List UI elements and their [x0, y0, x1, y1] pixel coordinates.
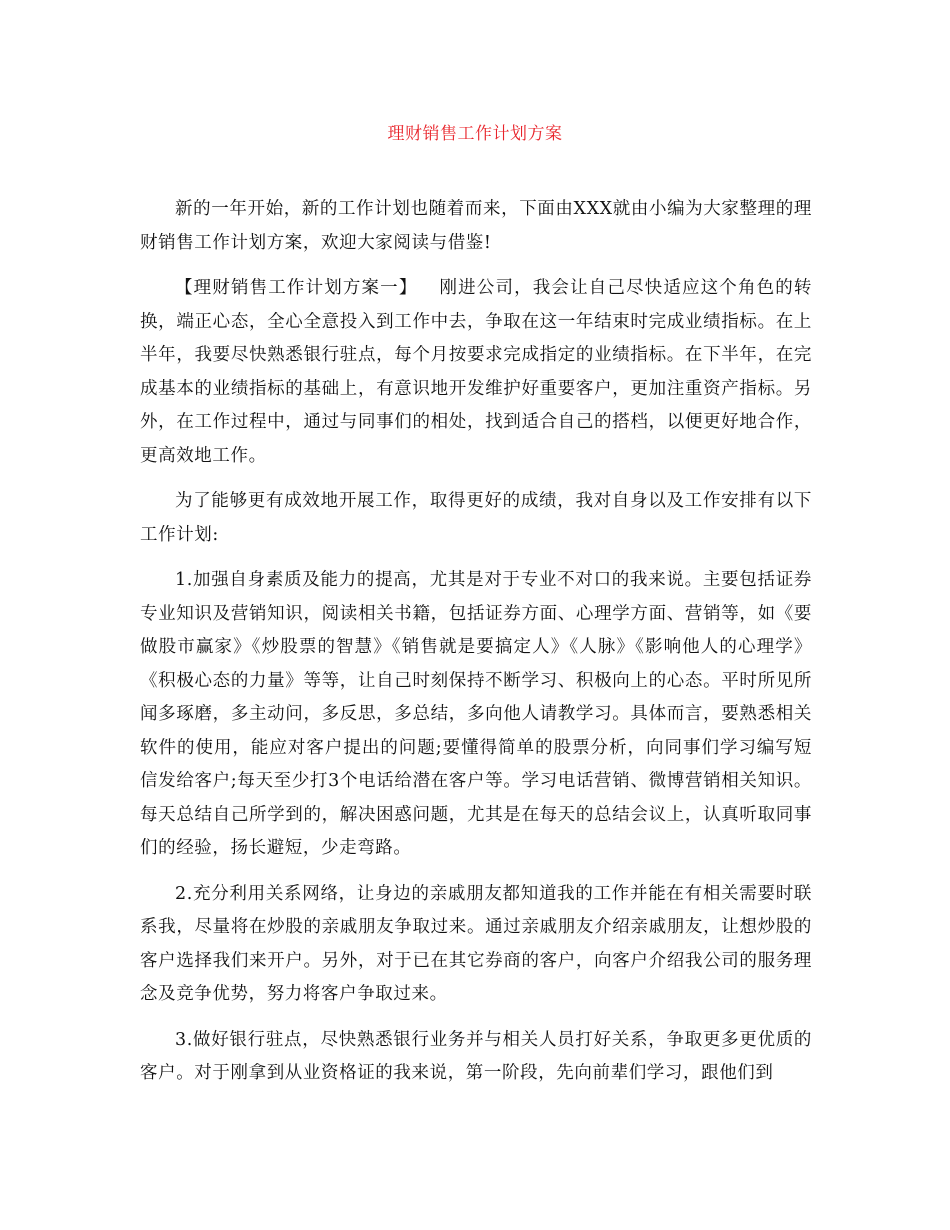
document-body: [140, 193, 812, 1103]
document-title: 理财销售工作计划方案: [387, 124, 563, 144]
plan-one-text: 刚进公司，我会让自己尽快适应这个角色的转换，端正心态，全心全意投入到工作中去，争取在这一年结束时完成业绩指标。在上半年，我要尽快熟悉银行驻点，每个月按要求完成指定的业绩指标。在下半年，在完成基本的业绩指标的基础上，有意识地开发维护好重要客户，更加注重资产指标。另外，在工作过程中，通过与同事们的相处，找到适合自己的搭档，以便更好地合作，更高效地工作。: [140, 278, 813, 466]
plan-item-1: 1.加强自身素质及能力的提高，尤其是对于专业不对口的我来说。主要包括证券专业知识及营销知识，阅读相关书籍，包括证券方面、心理学方面、营销等，如《要做股市赢家》《炒股票的智慧》《销售就是要搞定人》《人脉》《影响他人的心理学》《积极心态的力量》等等，让自己时刻保持不断学习、积极向上的心态。平时所见所闻多琢磨，多主动问，多反思，多总结，多向他人请教学习。具体而言，要熟悉相关软件的使用，能应对客户提出的问题;要懂得简单的股票分析，向同事们学习编写短信发给客户;每天至少打3个电话给潜在客户等。学习电话营销、微博营销相关知识。每天总结自己所学到的，解决困惑问题，尤其是在每天的总结会议上，认真听取同事们的经验，扬长避短，少走弯路。: [140, 570, 812, 858]
plan-item-2: 2.充分利用关系网络，让身边的亲戚朋友都知道我的工作并能在有相关需要时联系我，尽量将在炒股的亲戚朋友争取过来。通过亲戚朋友介绍亲戚朋友，让想炒股的客户选择我们来开户。另外，对于已在其它券商的客户，向客户介绍我公司的服务理念及竞争优势，努力将客户争取过来。: [140, 883, 812, 1004]
goal-paragraph: 为了能够更有成效地开展工作，取得更好的成绩，我对自身以及工作安排有以下工作计划:: [140, 491, 812, 545]
plan-item-3: 3.做好银行驻点，尽快熟悉银行业务并与相关人员打好关系，争取更多更优质的客户。对于刚拿到从业资格证的我来说，第一阶段，先向前辈们学习，跟他们到: [140, 1029, 812, 1083]
plan-one-paragraph: [140, 272, 812, 473]
intro-paragraph: 新的一年开始，新的工作计划也随着而来，下面由XXX就由小编为大家整理的理财销售工作计划方案，欢迎大家阅读与借鉴!: [140, 199, 812, 253]
plan-one-heading: 【理财销售工作计划方案一】: [175, 278, 418, 298]
